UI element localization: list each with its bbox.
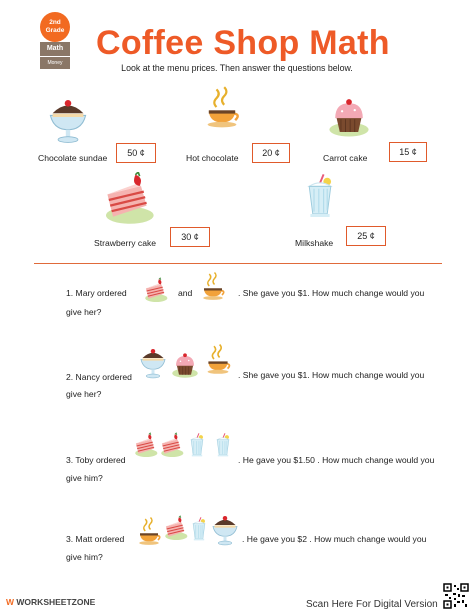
carrot-cake-icon xyxy=(324,94,374,140)
milkshake-icon xyxy=(296,168,344,224)
worksheetzone-logo[interactable] xyxy=(6,597,95,607)
menu-item-hot-chocolate-name: Hot chocolate xyxy=(186,153,239,163)
question-1-joiner: and xyxy=(178,288,193,298)
subject-label: Math xyxy=(40,42,70,56)
instructions-text: Look at the menu prices. Then answer the questions below. xyxy=(121,63,353,73)
question-1-line2: give her? xyxy=(66,307,102,317)
grade-badge xyxy=(40,12,70,70)
question-3-prefix: 3. Toby ordered xyxy=(66,455,126,465)
section-divider xyxy=(34,263,442,264)
question-3-text: . He gave you $1.50 . How much change would you xyxy=(238,455,435,465)
hot-chocolate-icon xyxy=(198,266,228,306)
milkshake-icon xyxy=(210,424,236,466)
question-4-prefix: 3. Matt ordered xyxy=(66,534,125,544)
logo-mark: W xyxy=(6,597,15,607)
hot-chocolate-icon xyxy=(202,338,234,380)
milkshake-icon xyxy=(186,508,212,550)
sundae-icon xyxy=(210,514,240,548)
question-2-prefix: 2. Nancy ordered xyxy=(66,372,132,382)
menu-item-carrot-cake-price: 15 ¢ xyxy=(389,142,427,162)
logo-text: WORKSHEETZONE xyxy=(16,597,96,607)
menu-item-milkshake-price: 25 ¢ xyxy=(346,226,386,246)
hot-chocolate-icon xyxy=(200,80,244,134)
strawberry-cake-icon xyxy=(98,172,156,228)
carrot-cake-icon xyxy=(170,350,200,380)
sundae-icon xyxy=(138,348,168,380)
question-1-text: . She gave you $1. How much change would you xyxy=(238,288,425,298)
question-1-prefix: 1. Mary ordered xyxy=(66,288,127,298)
strawberry-cake-icon xyxy=(132,428,158,464)
menu-item-sundae-price: 50 ¢ xyxy=(116,143,156,163)
question-3-line2: give him? xyxy=(66,473,103,483)
grade-label: 2nd Grade xyxy=(40,12,70,42)
question-2-text: . She gave you $1. How much change would you xyxy=(238,370,425,380)
menu-item-sundae-name: Chocolate sundae xyxy=(38,153,108,163)
menu-item-milkshake-name: Milkshake xyxy=(295,238,334,248)
scan-prompt: Scan Here For Digital Version xyxy=(306,599,438,610)
strawberry-cake-icon xyxy=(162,510,188,548)
page-title: Coffee Shop Math xyxy=(96,24,390,62)
menu-item-strawberry-cake-price: 30 ¢ xyxy=(170,227,210,247)
topic-label: Money xyxy=(40,57,70,69)
sundae-icon xyxy=(46,100,90,144)
question-4-text: . He gave you $2 . How much change would you xyxy=(242,534,427,544)
question-2-line2: give her? xyxy=(66,389,102,399)
qr-code-icon[interactable] xyxy=(443,583,469,609)
milkshake-icon xyxy=(184,424,210,466)
hot-chocolate-icon xyxy=(134,512,164,550)
strawberry-cake-icon xyxy=(142,274,168,308)
strawberry-cake-icon xyxy=(158,428,184,464)
menu-item-carrot-cake-name: Carrot cake xyxy=(323,153,368,163)
question-4-line2: give him? xyxy=(66,552,103,562)
menu-item-hot-chocolate-price: 20 ¢ xyxy=(252,143,290,163)
menu-item-strawberry-cake-name: Strawberry cake xyxy=(94,238,157,248)
